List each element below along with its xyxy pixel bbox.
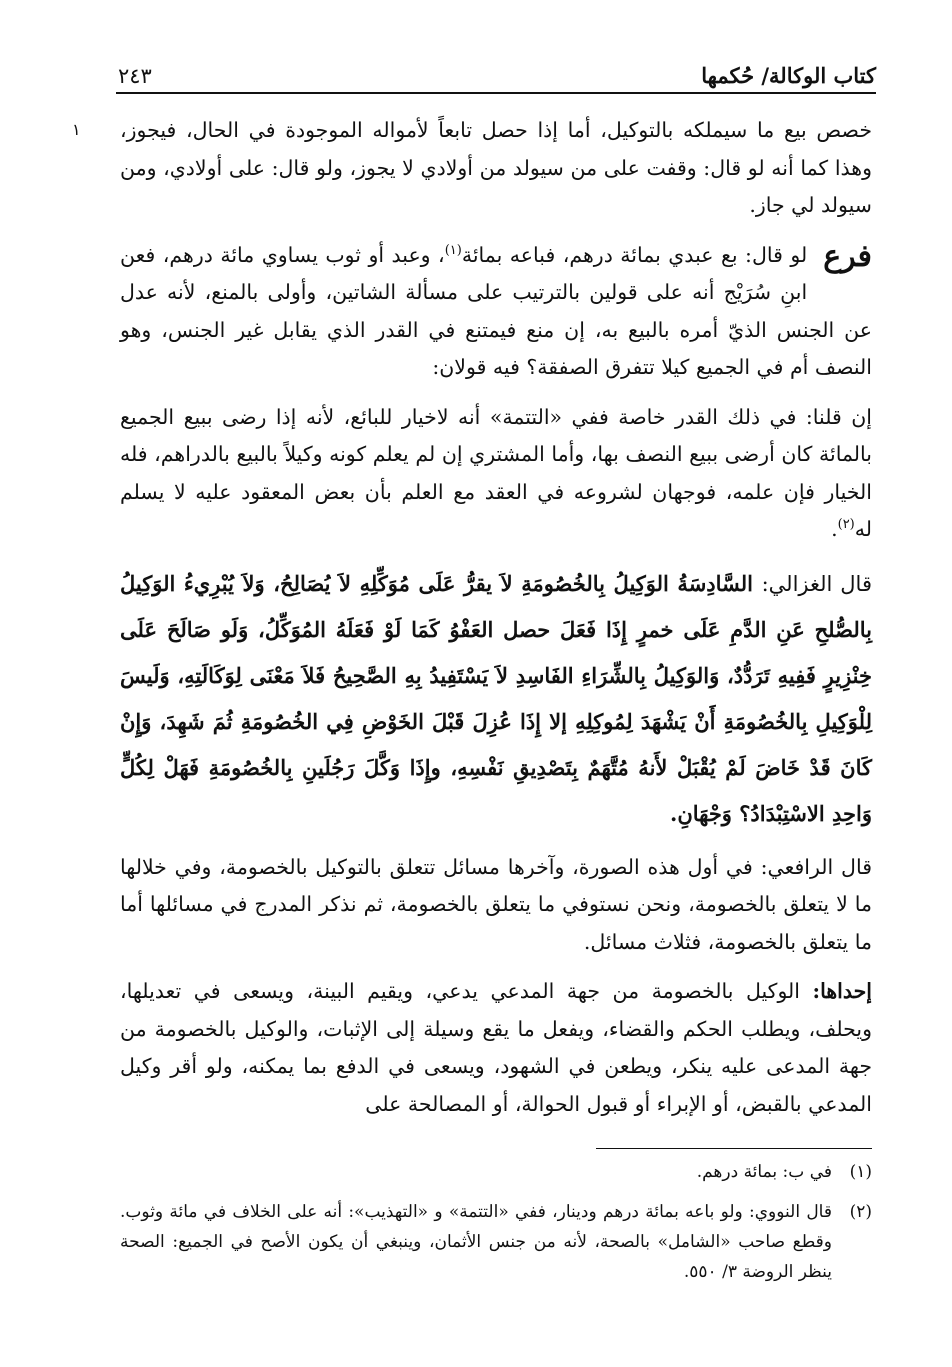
footnote <box>120 1157 872 1187</box>
running-header <box>118 52 876 88</box>
footnotes <box>120 1157 872 1297</box>
branch-paragraph <box>120 237 872 387</box>
margin-mark: ١ <box>72 120 81 139</box>
ghazali-lead: قال الغزالي: <box>761 571 872 596</box>
footnote-number: (٢) <box>849 1202 872 1222</box>
paragraph-6-lead: إحداها: <box>812 979 872 1003</box>
branch-label: فرع <box>823 238 872 274</box>
paragraph-3-text: إن قلنا: في ذلك القدر خاصة ففي «التتمة» أنه لاخيار للبائع، لأنه إذا رضى ببيع الجميع بالمائة كان أرضى ببيع النصف بها، وأما المشتري إن لم يعلم كونه وكيلاً بالبيع بالدراهم، فله الخيار فإن علمه، فوجهان لشروعه في العقد مع العلم بأن بعض المعقود عليه لا يسلم له <box>120 404 872 541</box>
footnote-ref-2: (٢) <box>837 517 855 533</box>
rafii-paragraph: قال الرافعي: في أول هذه الصورة، وآخرها مسائل تتعلق بالتوكيل بالخصومة، وفي خلالها ما لا يتعلق بالخصومة، ونحن نستوفي ما يتعلق بالخصومة، ثم نذكر المدرج في مسائلها أما ما يتعلق بالخصومة، فثلاث مسائل. <box>120 854 872 954</box>
branch-text-start: لو قال: بع عبدي بمائة درهم، فباعه بمائة <box>461 242 808 267</box>
paragraph-6 <box>120 973 872 1123</box>
footnote-text: قال النووي: ولو باعه بمائة درهم ودينار، ففي «التتمة» و «التهذيب»: أنه على الخلاف في مائة وثوب. وقطع صاحب «الشامل» بالصحة، لأنه من جنس الأثمان، وينبغي أن يكون الأصح في الجميع: الصحة ينظر الروضة ٣/ ٥٥٠. <box>120 1202 832 1282</box>
header-rule <box>116 92 876 94</box>
footnote-number: (١) <box>849 1162 872 1182</box>
paragraph-3 <box>120 399 872 549</box>
footnote-rule <box>596 1148 872 1149</box>
paragraph-3-end: . <box>831 517 838 541</box>
ghazali-quote <box>120 561 872 837</box>
footnote <box>120 1197 872 1287</box>
ghazali-text: السَّادِسَةُ الوَكِيلُ بِالخُصُومَةِ لاَ يقرُّ عَلَى مُوَكِّلِهِ لاَ يُصَالِحُ، وَلاَ يُبْرِيءُ الوَكِيلُ بِالصُّلحِ عَنِ الدَّمِ عَلَى خمرٍ إِذَا فَعَلَ حصل العَفْوُ كَمَا لَوْ فَعَلَهُ المُوَكِّلُ، وَلَو صَالَحَ عَلَى خِنْزِيرٍ فَفِيهِ تَرَدُّدٌ، وَالوَكِيلُ بِالشِّرَاءِ الفَاسِدِ لاَ يَسْتَفِيدُ بِهِ الصَّحِيحُ فَلاَ مَعْنَى لِوَكَالَتِهِ، وَلَيسَ لِلْوَكِيلِ بِالخُصُومَةِ أَنْ يَشْهَدَ لِمُوكِلِهِ إلا إِذَا عُزِلَ قَبْلَ الخَوْضِ فِي الخُصُومَةِ ثُمَ شَهِدَ، وَإِنْ كَانَ قَدْ خَاضَ لَمْ يُقْبَلْ لأَنهُ مُتَّهَمٌ بِتَصْدِيقِ نَفْسِهِ، وإِذَا وَكَّلَ رَجُلَينِ بِالخُصُومَةِ فَهَلْ لِكُلٍّ وَاحِدِ الاسْتِبْدَادُ؟ وَجْهَانِ. <box>120 570 872 826</box>
footnote-ref-1: (١) <box>444 242 462 258</box>
paragraph-1: خصص بيع ما سيملكه بالتوكيل، أما إذا حصل تابعاً لأمواله الموجودة في الحال، فيجوز، وهذا كما أنه لو قال: وقفت على من سيولد من أولادي لا يجوز، ولو قال: على أولادي، ومن سيولد لي جاز. <box>120 118 872 217</box>
page-number: ٢٤٣ <box>118 64 152 88</box>
branch-text-rest: ، وعبد أو ثوب يساوي مائة درهم، فعن ابنِ سُرَيْج أنه على قولين بالترتيب على مسألة الشاتين، وأولى بالمنع، لأنه عدل عن الجنس الذيّ أمره بالبيع به، إن منع فيمتنع في القدر الذي يقابل غير الجنس، وهو النصف أم في الجميع كيلا تتفرق الصفقة؟ فيه قولان: <box>120 242 872 379</box>
footnote-text: في ب: بمائة درهم. <box>696 1162 832 1182</box>
paragraph-6-text: الوكيل بالخصومة من جهة المدعي يدعي، ويقيم البينة، ويسعى في تعديلها، ويحلف، ويطلب الحكم والقضاء، ويفعل ما يقع وسيلة إلى الإثبات، والوكيل بالخصومة من جهة المدعى عليه ينكر، ويطعن في الشهود، ويسعى في الدفع بما يمكنه، ولو أقر وكيل المدعي بالقبض، أو الإبراء أو قبول الحوالة، أو المصالحة على <box>120 979 872 1116</box>
main-text <box>120 112 872 1135</box>
chapter-title: كتاب الوكالة/ حُكمها <box>701 63 876 88</box>
